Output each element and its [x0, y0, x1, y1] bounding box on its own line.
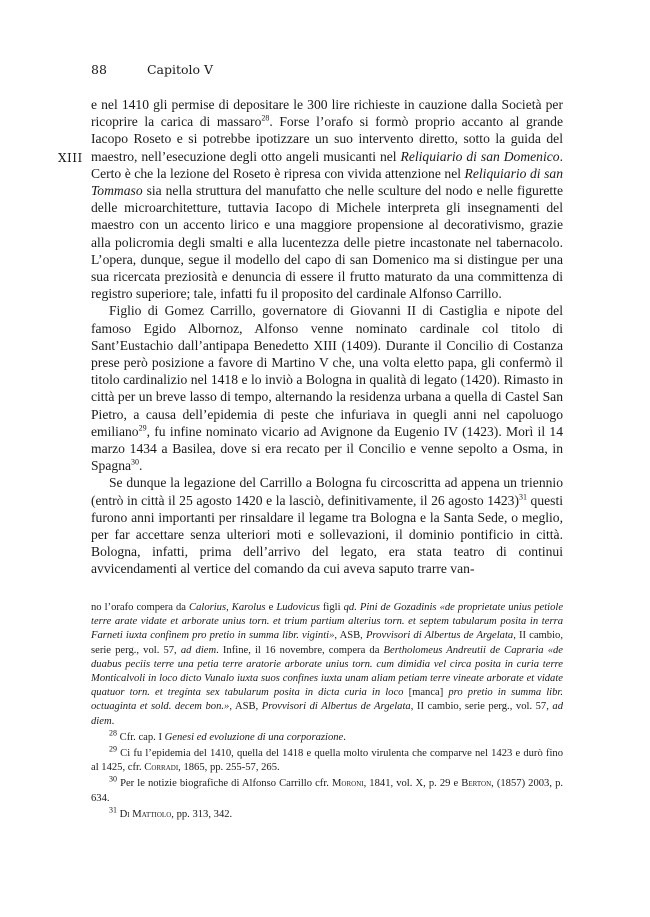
- italic-span: Genesi ed evoluzione di una corporazione: [164, 731, 344, 743]
- text-span: , ASB,: [229, 701, 262, 713]
- footnote-ref-29: 29: [138, 423, 147, 433]
- footnote-number: 30: [109, 774, 117, 784]
- author-smallcaps: Moroni: [332, 778, 364, 790]
- italic-span: pro pretio in summa libr. octuaginta et sold. decem bon.»: [91, 687, 564, 713]
- text-span: , II cambio, serie perg., vol. 57,: [91, 630, 563, 656]
- author-smallcaps: Berton: [461, 778, 492, 790]
- text-span: , (1857) 2003, p. 634.: [91, 778, 564, 804]
- text-span: .: [111, 715, 115, 727]
- text-span: , pp. 313, 342.: [171, 808, 233, 820]
- italic-span: Provvisori di Albertus de Argelata: [365, 630, 514, 642]
- page-number: 88: [91, 62, 107, 77]
- work-title-italic: Reliquiario di san Domenico: [400, 148, 560, 164]
- italic-span: Bertholomeus Andreutii de Capraria «de duabus peciis terre una petia terre aratorie arborate unius torn. cum dimidia vel circa posita in curia terre Monticalvoli in loco dicto Vunalo iuxta suos confines iuxta unam aliam petiam terre vineate arborate et vidate quatuor torn. et tregínta sex tabularum posita in dicta curia in loco: [91, 644, 563, 699]
- main-text: [91, 96, 563, 578]
- text-span: , II cambio, serie perg., vol. 57,: [410, 701, 553, 713]
- italic-span: Ludovicus: [276, 602, 320, 613]
- footnotes: [91, 601, 563, 822]
- footnote-30: [91, 774, 564, 805]
- text-span: .: [343, 731, 346, 743]
- footnote-29: [91, 744, 563, 775]
- italic-span: qd. Pini de Gozadinis «de proprietate unius petiole terre arate vidate et arborate unius torn. et trium partium alterius torn. et septem tabularum posita in terra Farneti iuxta confinem pro pretio in summa libr. viginti»: [91, 602, 564, 642]
- author-smallcaps: Di Mattiolo: [119, 808, 172, 820]
- text-span: . Infine, il 16 novembre, compera da: [216, 644, 384, 656]
- text-span: figli: [319, 602, 344, 613]
- footnote-ref-30: 30: [131, 457, 140, 467]
- text-span: e: [265, 602, 277, 613]
- italic-span: Calorius, Karolus: [189, 602, 266, 613]
- italic-span: ad diem: [91, 701, 564, 727]
- text-span: . Certo è che la lezione del Roseto è ripresa con vivida attenzione nel: [91, 148, 563, 181]
- text-span: Figlio di Gomez Carrillo, governatore di Giovanni II di Castiglia e nipote del famoso Egido Albornoz, Alfonso venne nominato cardinale col titolo di Sant’Eustachio dall’antipapa Benedetto XIII (1409). Durante il Concilio di Costanza prese però posizione a favore di Martino V che, una volta eletto papa, gli confermò il titolo cardinalizio nel 1418 e lo inviò a Bologna in qualità di legato (1420). Rimasto in città per un breve lasso di tempo, alternando la residenza urbana a quella di Castel San Pietro, a causa dell’epidemia di peste che infuriava in quegli anni nel capoluogo emiliano: [91, 303, 563, 439]
- author-smallcaps: Corradi: [144, 762, 179, 774]
- text-span: [manca]: [403, 687, 449, 699]
- chapter-title: Capitolo V: [146, 62, 214, 77]
- work-title-italic: Reliquiario di san Tommaso: [91, 165, 563, 199]
- footnote-number: 29: [109, 744, 117, 754]
- text-span: Per le notizie biografiche di Alfonso Carrillo cfr.: [117, 778, 332, 790]
- footnote-31: [91, 805, 563, 822]
- footnote-continuation: [91, 601, 563, 729]
- paragraph-2: [91, 302, 563, 474]
- footnote-28: [91, 728, 563, 745]
- text-span: questi furono anni importanti per rinsaldare il legame tra Bologna e la Santa Sede, o meglio, per far accettare senza ulteriori moti e sollevazioni, il dominio pontificio in città. Bologna, infatti, prima dell’arrivo del legato, era stata teatro di continui avvicendamenti al vertice del comando da cui aveva saputo trarre van-: [91, 492, 564, 577]
- margin-plate-reference: XIII: [58, 151, 83, 165]
- footnote-ref-31: 31: [518, 492, 527, 502]
- text-span: , fu infine nominato vicario ad Avignone da Eugenio IV (1423). Morì il 14 marzo 1434 a Basilea, dove si era recato per il Concilio e venne sepolto a Osma, in Spagna: [91, 423, 563, 474]
- italic-span: Provvisori di Albertus de Argelata: [261, 701, 411, 713]
- text-span: Cfr. cap. I: [117, 731, 165, 743]
- text-span: , ASB,: [334, 630, 366, 642]
- text-span: .: [139, 458, 143, 474]
- text-span: e nel 1410 gli permise di depositare le 300 lire richieste in cauzione dalla Società per ricoprire la carica di massaro: [91, 97, 563, 130]
- footnote-number: 28: [109, 728, 117, 738]
- text-span: Ci fu l’epidemia del 1410, quella del 1418 e quella molto virulenta che comparve nel 1423 e durò fino al 1425, cfr.: [91, 748, 563, 774]
- italic-span: ad diem: [180, 644, 217, 656]
- footnote-number: 31: [109, 805, 117, 815]
- text-span: no l’orafo compera da: [91, 602, 190, 613]
- text-span: . Forse l’orafo si formò proprio accanto al grande Iacopo Roseto e si potrebbe ipotizzare un suo intervento diretto, sotto la guida del maestro, nell’esecuzione degli otto angeli musicanti nel: [91, 114, 563, 164]
- paragraph-3: [91, 474, 563, 577]
- text-span: sia nella struttura del manufatto che nelle sculture del nodo e nelle figurette delle microarchitetture, tuttavia Iacopo di Michele interpreta gli insegnamenti del maestro con un accento lirico e una maggiore propensione al decorativismo, grazie alla policromia degli smalti e alla lucentezza delle pietre incastonate nel tabernacolo. L’opera, dunque, segue il modello del capo di san Domenico ma si distingue per una sua ricercata preziosità e denuncia di essere il frutto maturato da una committenza di registro superiore; tale, infatti fu il proposito del cardinale Alfonso Carrillo.: [91, 183, 563, 302]
- text-span: , 1841, vol. X, p. 29 e: [363, 778, 462, 790]
- text-span: Se dunque la legazione del Carrillo a Bologna fu circoscritta ad appena un triennio (entrò in città il 25 agosto 1420 e la lasciò, definitivamente, il 26 agosto 1423): [91, 475, 563, 508]
- paragraph-1: [91, 96, 563, 302]
- running-header: [91, 62, 213, 77]
- text-span: , 1865, pp. 255-57, 265.: [178, 762, 280, 774]
- footnote-ref-28: 28: [261, 113, 270, 123]
